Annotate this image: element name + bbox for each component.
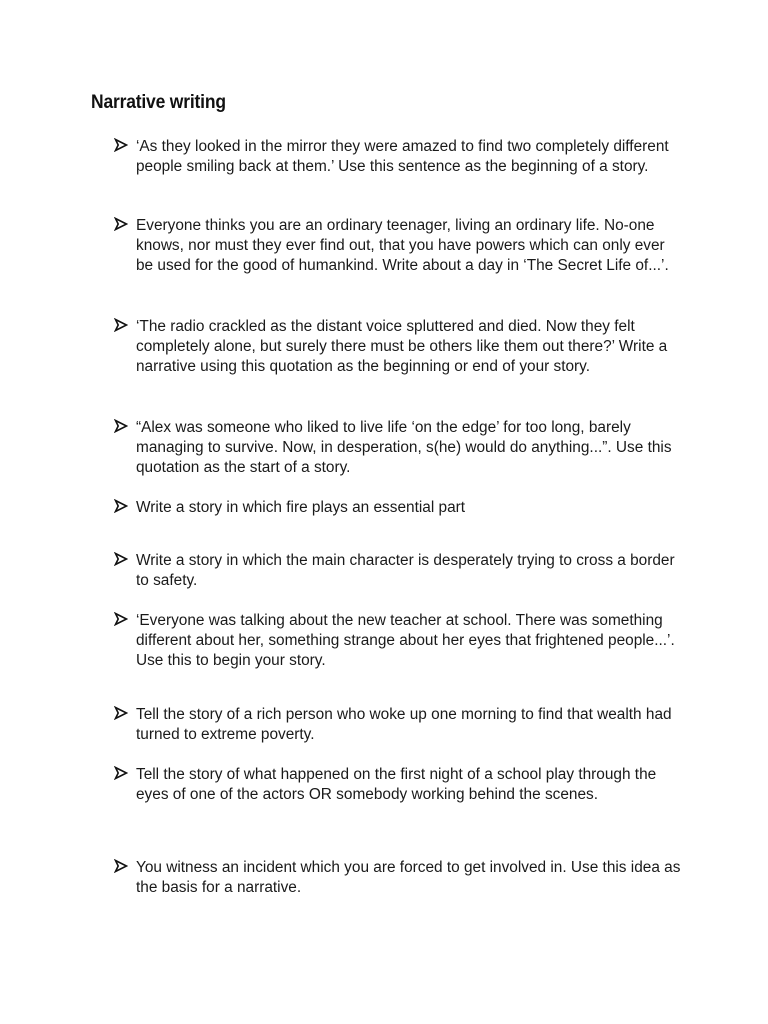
arrowhead-bullet-icon [114, 419, 128, 433]
prompt-text: ‘Everyone was talking about the new teacher at school. There was something different about her, something strange about her eyes that frightened people...’. Use this to begin your story. [136, 612, 675, 670]
list-item [114, 858, 684, 898]
list-item [114, 317, 684, 378]
arrowhead-bullet-icon [114, 499, 128, 513]
list-item [114, 765, 684, 805]
list-item [114, 705, 684, 745]
list-item [114, 418, 684, 479]
prompt-text: Write a story in which fire plays an essential part [136, 499, 466, 516]
arrowhead-bullet-icon [114, 318, 128, 332]
arrowhead-bullet-icon [114, 766, 128, 780]
prompt-text: Tell the story of what happened on the first night of a school play through the eyes of one of the actors OR somebody working behind the scenes. [136, 766, 657, 804]
arrowhead-bullet-icon [114, 217, 128, 231]
page-title: Narrative writing [91, 92, 226, 113]
list-item [114, 137, 684, 177]
list-item [114, 216, 684, 277]
arrowhead-bullet-icon [114, 612, 128, 626]
list-item [114, 611, 684, 672]
arrowhead-bullet-icon [114, 859, 128, 873]
prompt-text: Write a story in which the main character is desperately trying to cross a border to safety. [136, 552, 675, 590]
arrowhead-bullet-icon [114, 552, 128, 566]
arrowhead-bullet-icon [114, 138, 128, 152]
list-item [114, 498, 684, 518]
list-item [114, 551, 684, 591]
prompt-text: Tell the story of a rich person who woke up one morning to find that wealth had turned to extreme poverty. [136, 706, 672, 744]
arrowhead-bullet-icon [114, 706, 128, 720]
prompt-text: “Alex was someone who liked to live life ‘on the edge’ for too long, barely managing to survive. Now, in desperation, s(he) would do anything...”. Use this quotation as the start of a story. [136, 419, 672, 477]
prompt-text: ‘As they looked in the mirror they were amazed to find two completely different people smiling back at them.’ Use this sentence as the beginning of a story. [136, 138, 669, 176]
prompt-text: You witness an incident which you are forced to get involved in. Use this idea as the basis for a narrative. [136, 859, 681, 897]
prompt-text: Everyone thinks you are an ordinary teenager, living an ordinary life. No-one knows, nor must they ever find out, that you have powers which can only ever be used for the good of humankind. Write about a day in ‘The Secret Life of...’. [136, 217, 669, 275]
prompt-text: ‘The radio crackled as the distant voice spluttered and died. Now they felt completely alone, but surely there must be others like them out there?’ Write a narrative using this quotation as the beginning or end of your story. [136, 318, 668, 376]
